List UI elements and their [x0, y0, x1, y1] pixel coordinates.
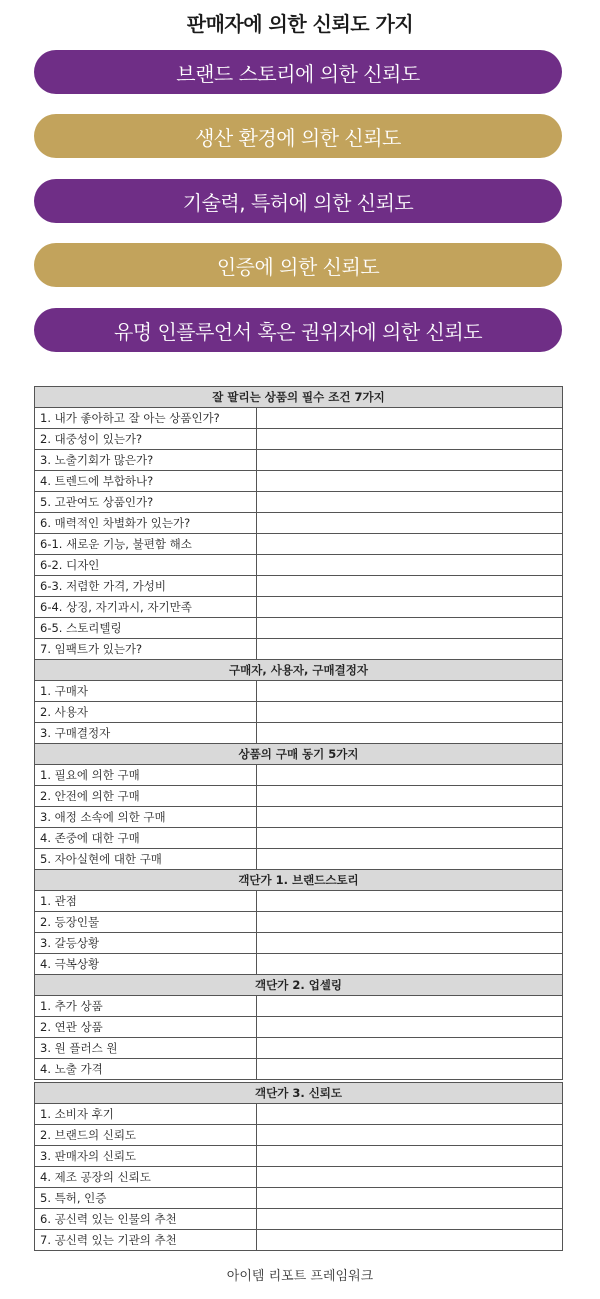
row-label: 6-1. 새로운 기능, 불편함 해소 [35, 534, 257, 555]
row-answer-cell[interactable] [257, 1188, 563, 1209]
table-row [35, 807, 563, 828]
row-answer-cell[interactable] [257, 723, 563, 744]
table-row [35, 555, 563, 576]
row-answer-cell[interactable] [257, 1038, 563, 1059]
row-answer-cell[interactable] [257, 681, 563, 702]
row-label: 2. 등장인물 [35, 912, 257, 933]
row-label: 3. 노출기회가 많은가? [35, 450, 257, 471]
row-label: 6-5. 스토리텔링 [35, 618, 257, 639]
table-row [35, 471, 563, 492]
table-row [35, 408, 563, 429]
row-answer-cell[interactable] [257, 912, 563, 933]
section-header: 객단가 1. 브랜드스토리 [35, 870, 563, 891]
table-row [35, 513, 563, 534]
row-label: 7. 공신력 있는 기관의 추천 [35, 1230, 257, 1251]
row-answer-cell[interactable] [257, 1059, 563, 1080]
row-answer-cell[interactable] [257, 1146, 563, 1167]
row-answer-cell[interactable] [257, 1104, 563, 1125]
row-answer-cell[interactable] [257, 1167, 563, 1188]
table-row [35, 849, 563, 870]
row-label: 1. 구매자 [35, 681, 257, 702]
section-header: 객단가 2. 업셀링 [35, 975, 563, 996]
figure-caption: 아이템 리포트 프레임워크 [226, 1269, 374, 1284]
row-label: 1. 소비자 후기 [35, 1104, 257, 1125]
trust-pill-brand-story: 브랜드 스토리에 의한 신뢰도 [34, 50, 562, 94]
row-label: 3. 원 플러스 원 [35, 1038, 257, 1059]
row-label: 6. 매력적인 차별화가 있는가? [35, 513, 257, 534]
row-label: 3. 구매결정자 [35, 723, 257, 744]
table-row [35, 1209, 563, 1230]
row-label: 5. 고관여도 상품인가? [35, 492, 257, 513]
table-row [35, 618, 563, 639]
row-answer-cell[interactable] [257, 618, 563, 639]
table-row [35, 1125, 563, 1146]
table-row [35, 1188, 563, 1209]
row-label: 6-3. 저렴한 가격, 가성비 [35, 576, 257, 597]
row-answer-cell[interactable] [257, 807, 563, 828]
row-label: 5. 자아실현에 대한 구매 [35, 849, 257, 870]
row-label: 4. 극복상황 [35, 954, 257, 975]
table-row [35, 765, 563, 786]
page-title: 판매자에 의한 신뢰도 가지 [186, 12, 414, 36]
row-label: 6-4. 상징, 자기과시, 자기만족 [35, 597, 257, 618]
table-row [35, 1167, 563, 1188]
table-row [35, 534, 563, 555]
row-label: 2. 연관 상품 [35, 1017, 257, 1038]
row-answer-cell[interactable] [257, 954, 563, 975]
section-header-row [35, 870, 563, 891]
table-row [35, 681, 563, 702]
section-header: 상품의 구매 동기 5가지 [35, 744, 563, 765]
row-answer-cell[interactable] [257, 534, 563, 555]
table-row [35, 996, 563, 1017]
table-row [35, 1038, 563, 1059]
row-label: 1. 필요에 의한 구매 [35, 765, 257, 786]
section-header: 객단가 3. 신뢰도 [35, 1083, 563, 1104]
row-answer-cell[interactable] [257, 408, 563, 429]
row-answer-cell[interactable] [257, 1125, 563, 1146]
table-row [35, 912, 563, 933]
table-row [35, 891, 563, 912]
row-label: 2. 브랜드의 신뢰도 [35, 1125, 257, 1146]
table-row [35, 786, 563, 807]
section-header-row [35, 387, 563, 408]
row-label: 6-2. 디자인 [35, 555, 257, 576]
row-answer-cell[interactable] [257, 513, 563, 534]
section-header: 구매자, 사용자, 구매결정자 [35, 660, 563, 681]
row-answer-cell[interactable] [257, 639, 563, 660]
row-label: 3. 판매자의 신뢰도 [35, 1146, 257, 1167]
table-row [35, 492, 563, 513]
row-answer-cell[interactable] [257, 555, 563, 576]
row-answer-cell[interactable] [257, 1017, 563, 1038]
table-row [35, 429, 563, 450]
table-row [35, 450, 563, 471]
row-label: 4. 존중에 대한 구매 [35, 828, 257, 849]
row-answer-cell[interactable] [257, 450, 563, 471]
row-label: 1. 내가 좋아하고 잘 아는 상품인가? [35, 408, 257, 429]
row-label: 2. 대중성이 있는가? [35, 429, 257, 450]
table-row [35, 723, 563, 744]
table-row [35, 597, 563, 618]
table-row [35, 702, 563, 723]
row-label: 1. 추가 상품 [35, 996, 257, 1017]
row-label: 5. 특허, 인증 [35, 1188, 257, 1209]
table-row [35, 1230, 563, 1251]
row-answer-cell[interactable] [257, 492, 563, 513]
section-header-row [35, 660, 563, 681]
table-row [35, 576, 563, 597]
table-row [35, 954, 563, 975]
row-label: 3. 애정 소속에 의한 구매 [35, 807, 257, 828]
table-row [35, 933, 563, 954]
trust-pill-certification: 인증에 의한 신뢰도 [34, 243, 562, 287]
trust-pill-production-env: 생산 환경에 의한 신뢰도 [34, 114, 562, 158]
row-answer-cell[interactable] [257, 828, 563, 849]
section-header: 잘 팔리는 상품의 필수 조건 7가지 [35, 387, 563, 408]
row-label: 3. 갈등상황 [35, 933, 257, 954]
section-header-row [35, 975, 563, 996]
row-answer-cell[interactable] [257, 597, 563, 618]
section-header-row [35, 744, 563, 765]
row-answer-cell[interactable] [257, 429, 563, 450]
row-answer-cell[interactable] [257, 786, 563, 807]
row-answer-cell[interactable] [257, 1209, 563, 1230]
row-label: 7. 임팩트가 있는가? [35, 639, 257, 660]
table-row [35, 1017, 563, 1038]
row-answer-cell[interactable] [257, 849, 563, 870]
row-answer-cell[interactable] [257, 996, 563, 1017]
row-answer-cell[interactable] [257, 933, 563, 954]
table-row [35, 1059, 563, 1080]
section-header-row [35, 1083, 563, 1104]
row-answer-cell[interactable] [257, 471, 563, 492]
row-label: 6. 공신력 있는 인물의 추천 [35, 1209, 257, 1230]
row-label: 4. 제조 공장의 신뢰도 [35, 1167, 257, 1188]
row-label: 2. 사용자 [35, 702, 257, 723]
row-answer-cell[interactable] [257, 576, 563, 597]
trust-pill-tech-patent: 기술력, 특허에 의한 신뢰도 [34, 179, 562, 223]
table-row [35, 1146, 563, 1167]
row-label: 2. 안전에 의한 구매 [35, 786, 257, 807]
trust-pill-influencer: 유명 인플루언서 혹은 권위자에 의한 신뢰도 [34, 308, 562, 352]
item-report-table [34, 386, 563, 1251]
row-label: 4. 노출 가격 [35, 1059, 257, 1080]
table-row [35, 828, 563, 849]
row-answer-cell[interactable] [257, 765, 563, 786]
row-label: 1. 관점 [35, 891, 257, 912]
row-answer-cell[interactable] [257, 891, 563, 912]
row-answer-cell[interactable] [257, 1230, 563, 1251]
table-row [35, 1104, 563, 1125]
table-row [35, 639, 563, 660]
row-label: 4. 트렌드에 부합하나? [35, 471, 257, 492]
row-answer-cell[interactable] [257, 702, 563, 723]
